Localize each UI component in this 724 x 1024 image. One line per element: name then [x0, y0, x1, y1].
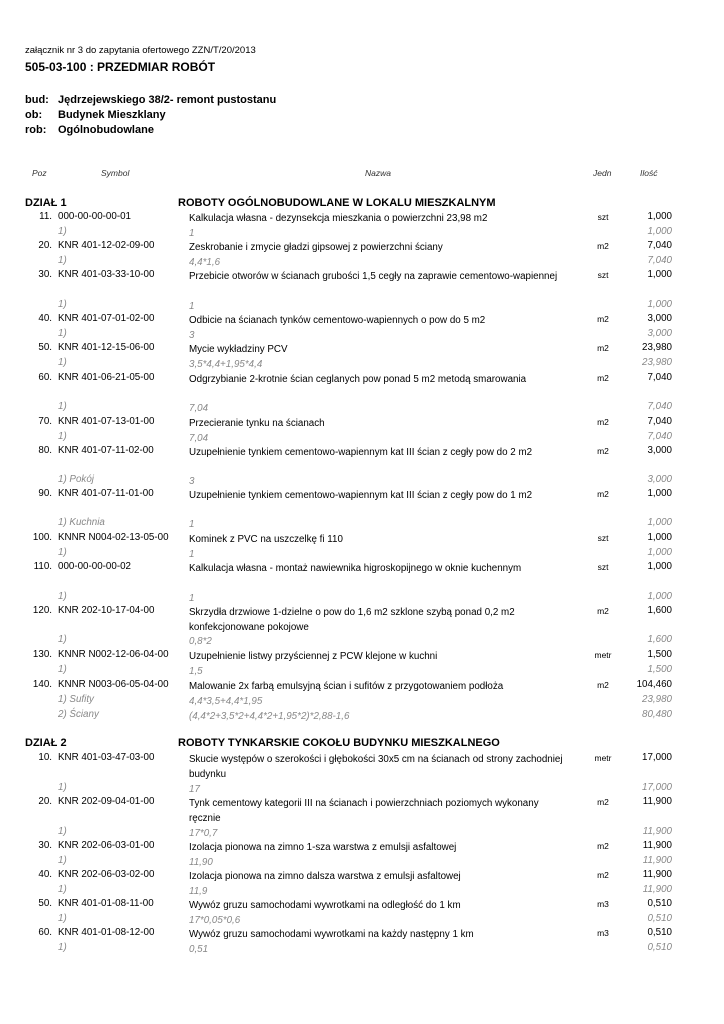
table-row — [0, 869, 724, 883]
measurement-label: 1) — [58, 547, 67, 558]
table-row — [0, 342, 724, 356]
row-position: 100. — [32, 532, 52, 543]
row-symbol: KNR 401-03-47-03-00 — [58, 752, 155, 763]
row-symbol: KNR 401-03-33-10-00 — [58, 269, 155, 280]
table-row — [0, 211, 724, 225]
row-name: Przebicie otworów w ścianach grubości 1,5 cegły na zaprawie cementowo-wapiennej — [189, 271, 558, 282]
measurement-row — [0, 357, 724, 371]
measurement-value: 1,000 — [647, 547, 672, 558]
measurement-formula: 3,5*4,4+1,95*4,4 — [189, 359, 263, 370]
meta-bud — [25, 94, 276, 106]
row-quantity: 11,900 — [642, 796, 672, 807]
measurement-value: 1,000 — [647, 226, 672, 237]
measurement-row — [0, 634, 724, 648]
measurement-value: 80,480 — [642, 709, 672, 720]
row-unit: m2 — [597, 680, 609, 690]
row-unit: m2 — [597, 373, 609, 383]
measurement-row — [0, 547, 724, 561]
row-name: Malowanie 2x farbą emulsyjną ścian i sufitów z przygotowaniem podłoża — [189, 681, 504, 692]
measurement-formula: 4,4*1,6 — [189, 257, 221, 268]
column-header-jedn: Jedn — [593, 168, 612, 178]
measurement-value: 17,000 — [642, 782, 672, 793]
table-row — [0, 796, 724, 824]
table-row — [0, 240, 724, 254]
row-quantity: 1,000 — [647, 532, 672, 543]
row-unit: metr — [594, 753, 612, 763]
row-quantity: 23,980 — [642, 342, 672, 353]
measurement-row — [0, 474, 724, 488]
row-symbol: KNR 401-07-11-01-00 — [58, 488, 154, 499]
row-unit: m2 — [597, 606, 609, 616]
measurement-value: 1,000 — [647, 299, 672, 310]
row-symbol: KNNR N002-12-06-04-00 — [58, 649, 169, 660]
table-row — [0, 840, 724, 854]
row-name: Skrzydła drzwiowe 1-dzielne o pow do 1,6 m2 szklone szybą ponad 0,2 m2 konfekcjonowane pokojowe — [189, 607, 515, 633]
measurement-formula: 7,04 — [189, 433, 209, 444]
row-name: Kominek z PVC na uszczelkę fi 110 — [189, 534, 343, 545]
measurement-value: 1,500 — [647, 664, 672, 675]
row-position: 40. — [38, 869, 52, 880]
measurement-label: 1) — [58, 782, 67, 793]
row-quantity: 0,510 — [647, 898, 672, 909]
row-unit: m2 — [597, 841, 609, 851]
row-quantity: 1,000 — [647, 211, 672, 222]
measurement-formula: 17 — [189, 784, 200, 795]
row-symbol: KNR 202-06-03-02-00 — [58, 869, 155, 880]
measurement-value: 7,040 — [647, 255, 672, 266]
measurement-formula: 17*0,05*0,6 — [189, 915, 241, 926]
measurement-label: 1) — [58, 884, 67, 895]
measurement-formula: 0,51 — [189, 944, 209, 955]
row-symbol: KNR 202-09-04-01-00 — [58, 796, 155, 807]
measurement-formula: 1 — [189, 593, 195, 604]
measurement-label: 1) — [58, 401, 67, 412]
row-unit: m2 — [597, 417, 609, 427]
row-name: Wywóz gruzu samochodami wywrotkami na każdy następny 1 km — [189, 929, 474, 940]
measurement-label: 1) — [58, 226, 67, 237]
row-symbol: KNR 202-10-17-04-00 — [58, 605, 155, 616]
measurement-row — [0, 664, 724, 678]
row-position: 130. — [32, 649, 52, 660]
measurement-label: 1) — [58, 855, 67, 866]
row-position: 110. — [33, 561, 52, 572]
measurement-row — [0, 913, 724, 927]
measurement-formula: 1 — [189, 549, 195, 560]
row-symbol: KNR 401-07-11-02-00 — [58, 445, 154, 456]
column-header-symbol: Symbol — [101, 168, 130, 178]
table-row — [0, 488, 724, 502]
measurement-value: 3,000 — [647, 328, 672, 339]
row-position: 60. — [38, 372, 52, 383]
measurement-row — [0, 517, 724, 531]
measurement-label: 1) — [58, 299, 67, 310]
measurement-value: 3,000 — [647, 474, 672, 485]
measurement-value: 23,980 — [642, 357, 672, 368]
measurement-formula: 3 — [189, 330, 195, 341]
row-position: 30. — [38, 269, 52, 280]
row-position: 50. — [38, 342, 52, 353]
row-quantity: 7,040 — [647, 416, 672, 427]
table-row — [0, 532, 724, 546]
row-position: 80. — [38, 445, 52, 456]
table-row — [0, 605, 724, 633]
row-position: 70. — [38, 416, 52, 427]
measurement-label: 2) Ściany — [58, 709, 99, 720]
row-unit: m2 — [597, 343, 609, 353]
measurement-formula: 17*0,7 — [189, 828, 218, 839]
measurement-value: 23,980 — [642, 694, 672, 705]
row-unit: szt — [597, 270, 609, 280]
meta-rob-value: Ogólnobudowlane — [58, 124, 154, 136]
measurement-label: 1) — [58, 357, 67, 368]
measurement-value: 0,510 — [647, 942, 672, 953]
row-symbol: KNR 401-06-21-05-00 — [58, 372, 155, 383]
row-name: Uzupełnienie tynkiem cementowo-wapiennym kat III ścian z cegły pow do 1 m2 — [189, 490, 533, 501]
measurement-value: 11,900 — [642, 884, 672, 895]
row-name: Tynk cementowy kategorii III na ścianach i powierzchniach poziomych wykonany ręcznie — [189, 798, 539, 824]
row-symbol: KNR 401-07-01-02-00 — [58, 313, 155, 324]
row-name: Przecieranie tynku na ścianach — [189, 418, 325, 429]
measurement-row — [0, 782, 724, 796]
section-label: DZIAŁ 1 — [25, 197, 67, 209]
table-row — [0, 649, 724, 663]
row-symbol: KNR 401-12-15-06-00 — [58, 342, 155, 353]
row-quantity: 1,000 — [647, 488, 672, 499]
measurement-formula: 1,5 — [189, 666, 203, 677]
measurement-formula: 1 — [189, 519, 195, 530]
measurement-row — [0, 694, 724, 708]
column-header-poz: Poz — [32, 168, 47, 178]
row-position: 120. — [32, 605, 52, 616]
measurement-value: 11,900 — [642, 826, 672, 837]
table-row — [0, 752, 724, 780]
row-unit: m2 — [597, 870, 609, 880]
row-quantity: 1,000 — [647, 269, 672, 280]
row-symbol: KNNR N003-06-05-04-00 — [58, 679, 169, 690]
row-position: 10. — [38, 752, 52, 763]
measurement-row — [0, 591, 724, 605]
measurement-label: 1) — [58, 913, 67, 924]
row-position: 90. — [38, 488, 52, 499]
table-row — [0, 679, 724, 693]
measurement-formula: 1 — [189, 301, 195, 312]
row-position: 11. — [39, 211, 52, 222]
row-quantity: 1,000 — [647, 561, 672, 572]
measurement-formula: 1 — [189, 228, 195, 239]
measurement-value: 1,600 — [647, 634, 672, 645]
document-title: 505-03-100 : PRZEDMIAR ROBÓT — [25, 60, 216, 74]
row-quantity: 11,900 — [642, 869, 672, 880]
row-quantity: 0,510 — [647, 927, 672, 938]
measurement-label: 1) — [58, 634, 67, 645]
row-position: 20. — [38, 240, 52, 251]
meta-rob — [25, 124, 154, 136]
section-title: ROBOTY OGÓLNOBUDOWLANE W LOKALU MIESZKALNYM — [178, 197, 496, 209]
row-name: Izolacja pionowa na zimno 1-sza warstwa z emulsji asfaltowej — [189, 842, 457, 853]
measurement-row — [0, 255, 724, 269]
measurement-label: 1) Pokój — [58, 474, 94, 485]
section-title: ROBOTY TYNKARSKIE COKOŁU BUDYNKU MIESZKALNEGO — [178, 737, 500, 749]
meta-bud-value: Jędrzejewskiego 38/2- remont pustostanu — [58, 94, 277, 106]
row-unit: szt — [597, 562, 609, 572]
row-name: Odbicie na ścianach tynków cementowo-wapiennych o pow do 5 m2 — [189, 315, 486, 326]
measurement-row — [0, 826, 724, 840]
row-unit: metr — [594, 650, 612, 660]
row-name: Odgrzybianie 2-krotnie ścian ceglanych pow ponad 5 m2 metodą smarowania — [189, 374, 527, 385]
section-label: DZIAŁ 2 — [25, 737, 67, 749]
table-row — [0, 927, 724, 941]
table-row — [0, 269, 724, 283]
row-name: Kalkulacja własna - dezynsekcja mieszkania o powierzchni 23,98 m2 — [189, 213, 488, 224]
row-name: Uzupełnienie listwy przyściennej z PCW klejone w kuchni — [189, 651, 438, 662]
row-name: Izolacja pionowa na zimno dalsza warstwa z emulsji asfaltowej — [189, 871, 461, 882]
row-unit: m2 — [597, 314, 609, 324]
row-name: Wywóz gruzu samochodami wywrotkami na odległość do 1 km — [189, 900, 461, 911]
row-symbol: KNNR N004-02-13-05-00 — [58, 532, 169, 543]
row-quantity: 104,460 — [636, 679, 672, 690]
row-name: Mycie wykładziny PCV — [189, 344, 288, 355]
row-position: 50. — [38, 898, 52, 909]
measurement-label: 1) — [58, 591, 67, 602]
measurement-formula: 4,4*3,5+4,4*1,95 — [189, 696, 263, 707]
row-name: Zeskrobanie i zmycie gładzi gipsowej z powierzchni ściany — [189, 242, 443, 253]
measurement-row — [0, 709, 724, 723]
measurement-row — [0, 855, 724, 869]
measurement-row — [0, 226, 724, 240]
measurement-row — [0, 401, 724, 415]
row-position: 60. — [38, 927, 52, 938]
row-quantity: 11,900 — [642, 840, 672, 851]
measurement-row — [0, 942, 724, 956]
measurement-label: 1) — [58, 328, 67, 339]
row-unit: szt — [597, 533, 609, 543]
table-row — [0, 898, 724, 912]
table-row — [0, 445, 724, 459]
meta-ob-value: Budynek Mieszklany — [58, 109, 166, 121]
measurement-label: 1) — [58, 942, 67, 953]
row-quantity: 1,500 — [647, 649, 672, 660]
measurement-label: 1) Sufity — [58, 694, 94, 705]
measurement-label: 1) — [58, 431, 67, 442]
measurement-row — [0, 299, 724, 313]
row-name: Uzupełnienie tynkiem cementowo-wapiennym kat III ścian z cegły pow do 2 m2 — [189, 447, 533, 458]
measurement-row — [0, 884, 724, 898]
measurement-label: 1) Kuchnia — [58, 517, 105, 528]
row-quantity: 7,040 — [647, 372, 672, 383]
row-unit: m2 — [597, 446, 609, 456]
row-symbol: KNR 401-01-08-11-00 — [58, 898, 154, 909]
row-symbol: KNR 401-07-13-01-00 — [58, 416, 155, 427]
row-symbol: KNR 401-01-08-12-00 — [58, 927, 155, 938]
measurement-value: 7,040 — [647, 431, 672, 442]
row-position: 40. — [38, 313, 52, 324]
measurement-formula: 0,8*2 — [189, 636, 212, 647]
row-unit: m2 — [597, 797, 609, 807]
measurement-formula: (4,4*2+3,5*2+4,4*2+1,95*2)*2,88-1,6 — [189, 711, 350, 722]
meta-rob-label: rob: — [25, 124, 47, 136]
measurement-value: 1,000 — [647, 591, 672, 602]
row-name: Skucie występów o szerokości i głębokości 30x5 cm na ścianach od strony zachodniej budynku — [189, 754, 563, 780]
row-quantity: 7,040 — [647, 240, 672, 251]
row-position: 20. — [38, 796, 52, 807]
measurement-formula: 7,04 — [189, 403, 209, 414]
row-symbol: KNR 202-06-03-01-00 — [58, 840, 155, 851]
measurement-label: 1) — [58, 255, 67, 266]
measurement-value: 7,040 — [647, 401, 672, 412]
row-quantity: 17,000 — [642, 752, 672, 763]
row-position: 140. — [32, 679, 52, 690]
measurement-label: 1) — [58, 664, 67, 675]
column-header-nazwa: Nazwa — [365, 168, 391, 178]
row-unit: m2 — [597, 241, 609, 251]
measurement-label: 1) — [58, 826, 67, 837]
row-unit: szt — [597, 212, 609, 222]
column-header-ilosc: Ilość — [640, 168, 658, 178]
row-quantity: 1,600 — [647, 605, 672, 616]
meta-bud-label: bud: — [25, 94, 49, 106]
measurement-formula: 11,90 — [189, 857, 213, 868]
measurement-value: 1,000 — [647, 517, 672, 528]
measurement-row — [0, 328, 724, 342]
row-quantity: 3,000 — [647, 445, 672, 456]
row-position: 30. — [38, 840, 52, 851]
row-unit: m2 — [597, 489, 609, 499]
measurement-value: 0,510 — [647, 913, 672, 924]
row-name: Kalkulacja własna - montaż nawiewnika higroskopijnego w oknie kuchennym — [189, 563, 522, 574]
row-unit: m3 — [597, 899, 609, 909]
meta-ob — [25, 109, 166, 121]
meta-ob-label: ob: — [25, 109, 43, 121]
measurement-formula: 3 — [189, 476, 195, 487]
row-quantity: 3,000 — [647, 313, 672, 324]
row-unit: m3 — [597, 928, 609, 938]
table-row — [0, 372, 724, 386]
measurement-formula: 11,9 — [189, 886, 208, 897]
row-symbol: 000-00-00-00-01 — [58, 211, 131, 222]
table-row — [0, 416, 724, 430]
row-symbol: 000-00-00-00-02 — [58, 561, 131, 572]
row-symbol: KNR 401-12-02-09-00 — [58, 240, 155, 251]
measurement-value: 11,900 — [642, 855, 672, 866]
table-row — [0, 561, 724, 575]
attachment-note: załącznik nr 3 do zapytania ofertowego ZZN/T/20/2013 — [25, 45, 256, 56]
measurement-row — [0, 431, 724, 445]
table-row — [0, 313, 724, 327]
